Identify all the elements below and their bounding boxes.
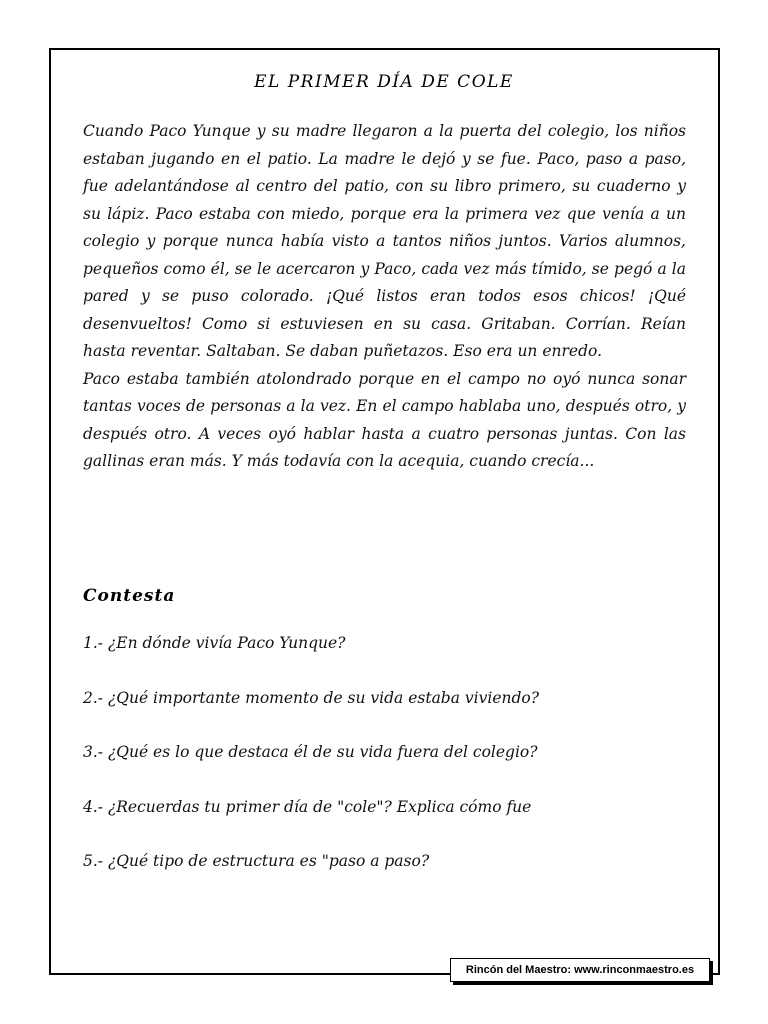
section-title-contesta: Contesta [83,586,176,606]
story-paragraph-1: Cuando Paco Yunque y su madre llegaron a la puerta del colegio, los niños estaban jugando en el patio. La madre le dejó y se fue. Paco, paso a paso, fue adelantándose al centro del patio, con su libro primero, su cuaderno y su lápiz. Paco estaba con miedo, porque era la primera vez que venía a un colegio y porque nunca había visto a tantos niños juntos. Varios alumnos, pequeños como él, se le acercaron y Paco, cada vez más tímido, se pegó a la pared y se puso colorado. ¡Qué listos eran todos esos chicos! ¡Qué desenvueltos! Como si estuviesen en su casa. Gritaban. Corrían. Reían hasta reventar. Saltaban. Se daban puñetazos. Eso era un enredo. [83,122,686,360]
question-5: 5.- ¿Qué tipo de estructura es "paso a paso? [83,852,430,870]
footer-credit: Rincón del Maestro: www.rinconmaestro.es [450,958,710,982]
question-1: 1.- ¿En dónde vivía Paco Yunque? [83,634,346,652]
story-text [83,118,686,476]
story-paragraph-2: Paco estaba también atolondrado porque en el campo no oyó nunca sonar tantas voces de personas a la vez. En el campo hablaba uno, después otro, y después otro. A veces oyó hablar hasta a cuatro personas juntas. Con las gallinas eran más. Y más todavía con la acequia, cuando crecía... [83,369,686,470]
page-title: EL PRIMER DÍA DE COLE [254,72,514,92]
question-3: 3.- ¿Qué es lo que destaca él de su vida fuera del colegio? [83,743,538,761]
question-4: 4.- ¿Recuerdas tu primer día de "cole"? Explica cómo fue [83,798,532,816]
question-2: 2.- ¿Qué importante momento de su vida estaba viviendo? [83,689,540,707]
